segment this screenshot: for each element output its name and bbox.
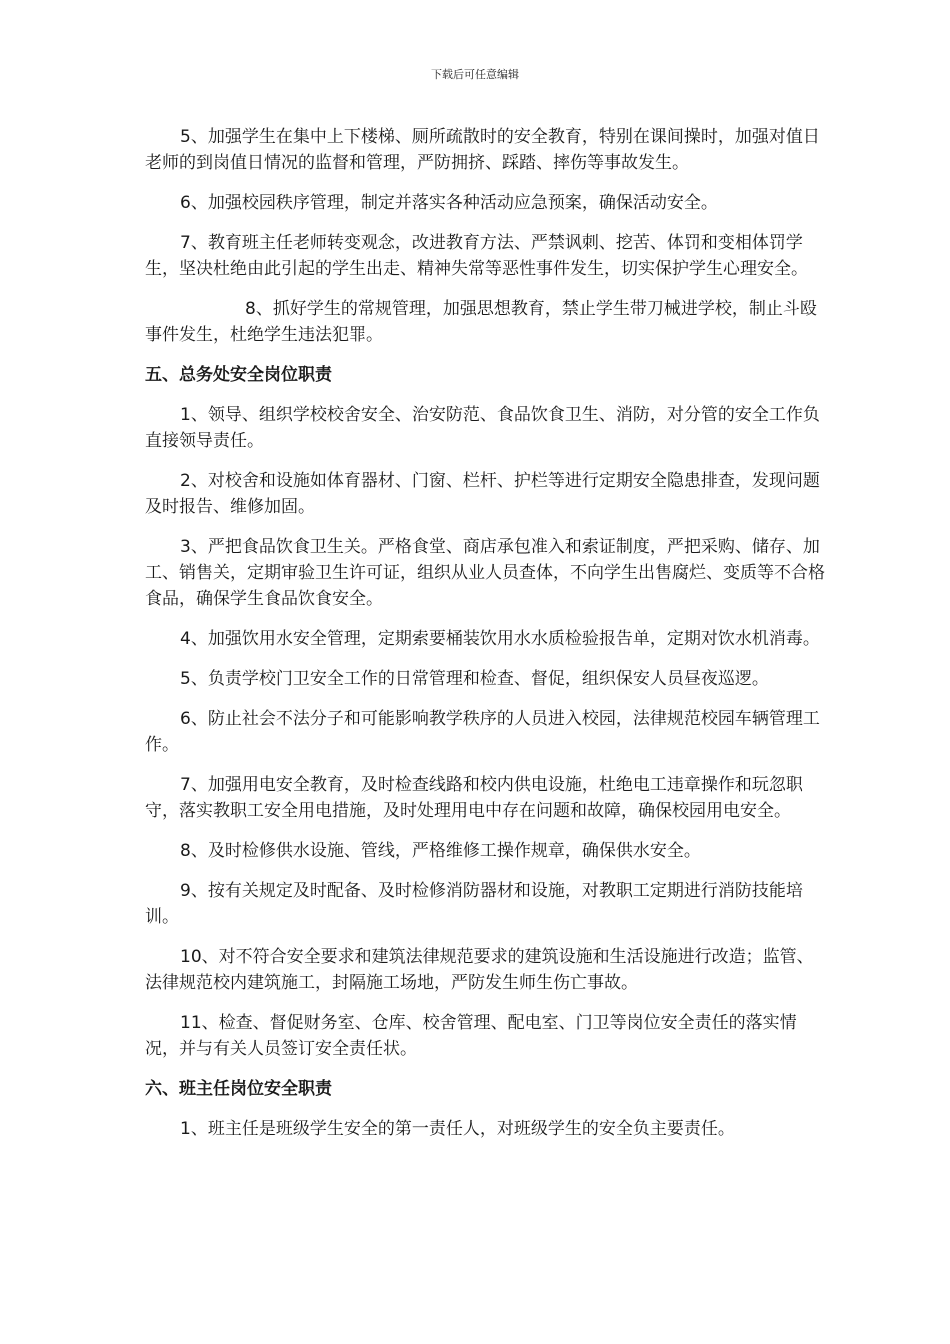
paragraph-item-8b: 8、及时检修供水设施、管线，严格维修工操作规章，确保供水安全。 [180,841,701,861]
paragraph-item-10: 10、对不符合安全要求和建筑法律规范要求的建筑设施和生活设施进行改造；监管、法律规范校内建筑施工，封隔施工场地，严防发生师生伤亡事故。 [145,947,814,993]
paragraph-item-1b: 1、班主任是班级学生安全的第一责任人，对班级学生的安全负主要责任。 [180,1119,735,1139]
paragraph-item-1: 1、领导、组织学校校舍安全、治安防范、食品饮食卫生、消防，对分管的安全工作负直接领导责任。 [145,405,820,451]
paragraph-item-11: 11、检查、督促财务室、仓库、校舍管理、配电室、门卫等岗位安全责任的落实情况，并与有关人员签订安全责任状。 [145,1013,797,1059]
paragraph-item-6: 6、加强校园秩序管理，制定并落实各种活动应急预案，确保活动安全。 [180,193,718,213]
paragraph-item-5b: 5、负责学校门卫安全工作的日常管理和检查、督促，组织保安人员昼夜巡逻。 [180,669,769,689]
paragraph-item-5: 5、加强学生在集中上下楼梯、厕所疏散时的安全教育，特别在课间操时，加强对值日老师的到岗值日情况的监督和管理，严防拥挤、踩踏、摔伤等事故发生。 [145,127,820,173]
paragraph-item-6b: 6、防止社会不法分子和可能影响教学秩序的人员进入校园，法律规范校园车辆管理工作。 [145,709,820,755]
document-body [145,124,825,1156]
paragraph-item-2: 2、对校舍和设施如体育器材、门窗、栏杆、护栏等进行定期安全隐患排查，发现问题及时报告、维修加固。 [145,471,820,517]
section-heading-general-affairs: 五、总务处安全岗位职责 [145,365,332,385]
paragraph-item-3: 3、严把食品饮食卫生关。严格食堂、商店承包准入和索证制度，严把采购、储存、加工、销售关，定期审验卫生许可证，组织从业人员查体，不向学生出售腐烂、变质等不合格食品，确保学生食品饮食安全。 [145,537,825,609]
page-header: 下载后可任意编辑 [431,68,519,81]
paragraph-item-7b: 7、加强用电安全教育，及时检查线路和校内供电设施，杜绝电工违章操作和玩忽职守，落实教职工安全用电措施，及时处理用电中存在问题和故障，确保校园用电安全。 [145,775,803,821]
section-heading-class-teacher: 六、班主任岗位安全职责 [145,1079,332,1099]
paragraph-item-7: 7、教育班主任老师转变观念，改进教育方法、严禁讽刺、挖苦、体罚和变相体罚学生，坚决杜绝由此引起的学生出走、精神失常等恶性事件发生，切实保护学生心理安全。 [145,233,808,279]
paragraph-item-9: 9、按有关规定及时配备、及时检修消防器材和设施，对教职工定期进行消防技能培训。 [145,881,803,927]
paragraph-item-4: 4、加强饮用水安全管理，定期索要桶装饮用水水质检验报告单，定期对饮水机消毒。 [180,629,820,649]
paragraph-item-8: 8、抓好学生的常规管理，加强思想教育，禁止学生带刀械进学校，制止斗殴事件发生，杜绝学生违法犯罪。 [145,299,817,345]
